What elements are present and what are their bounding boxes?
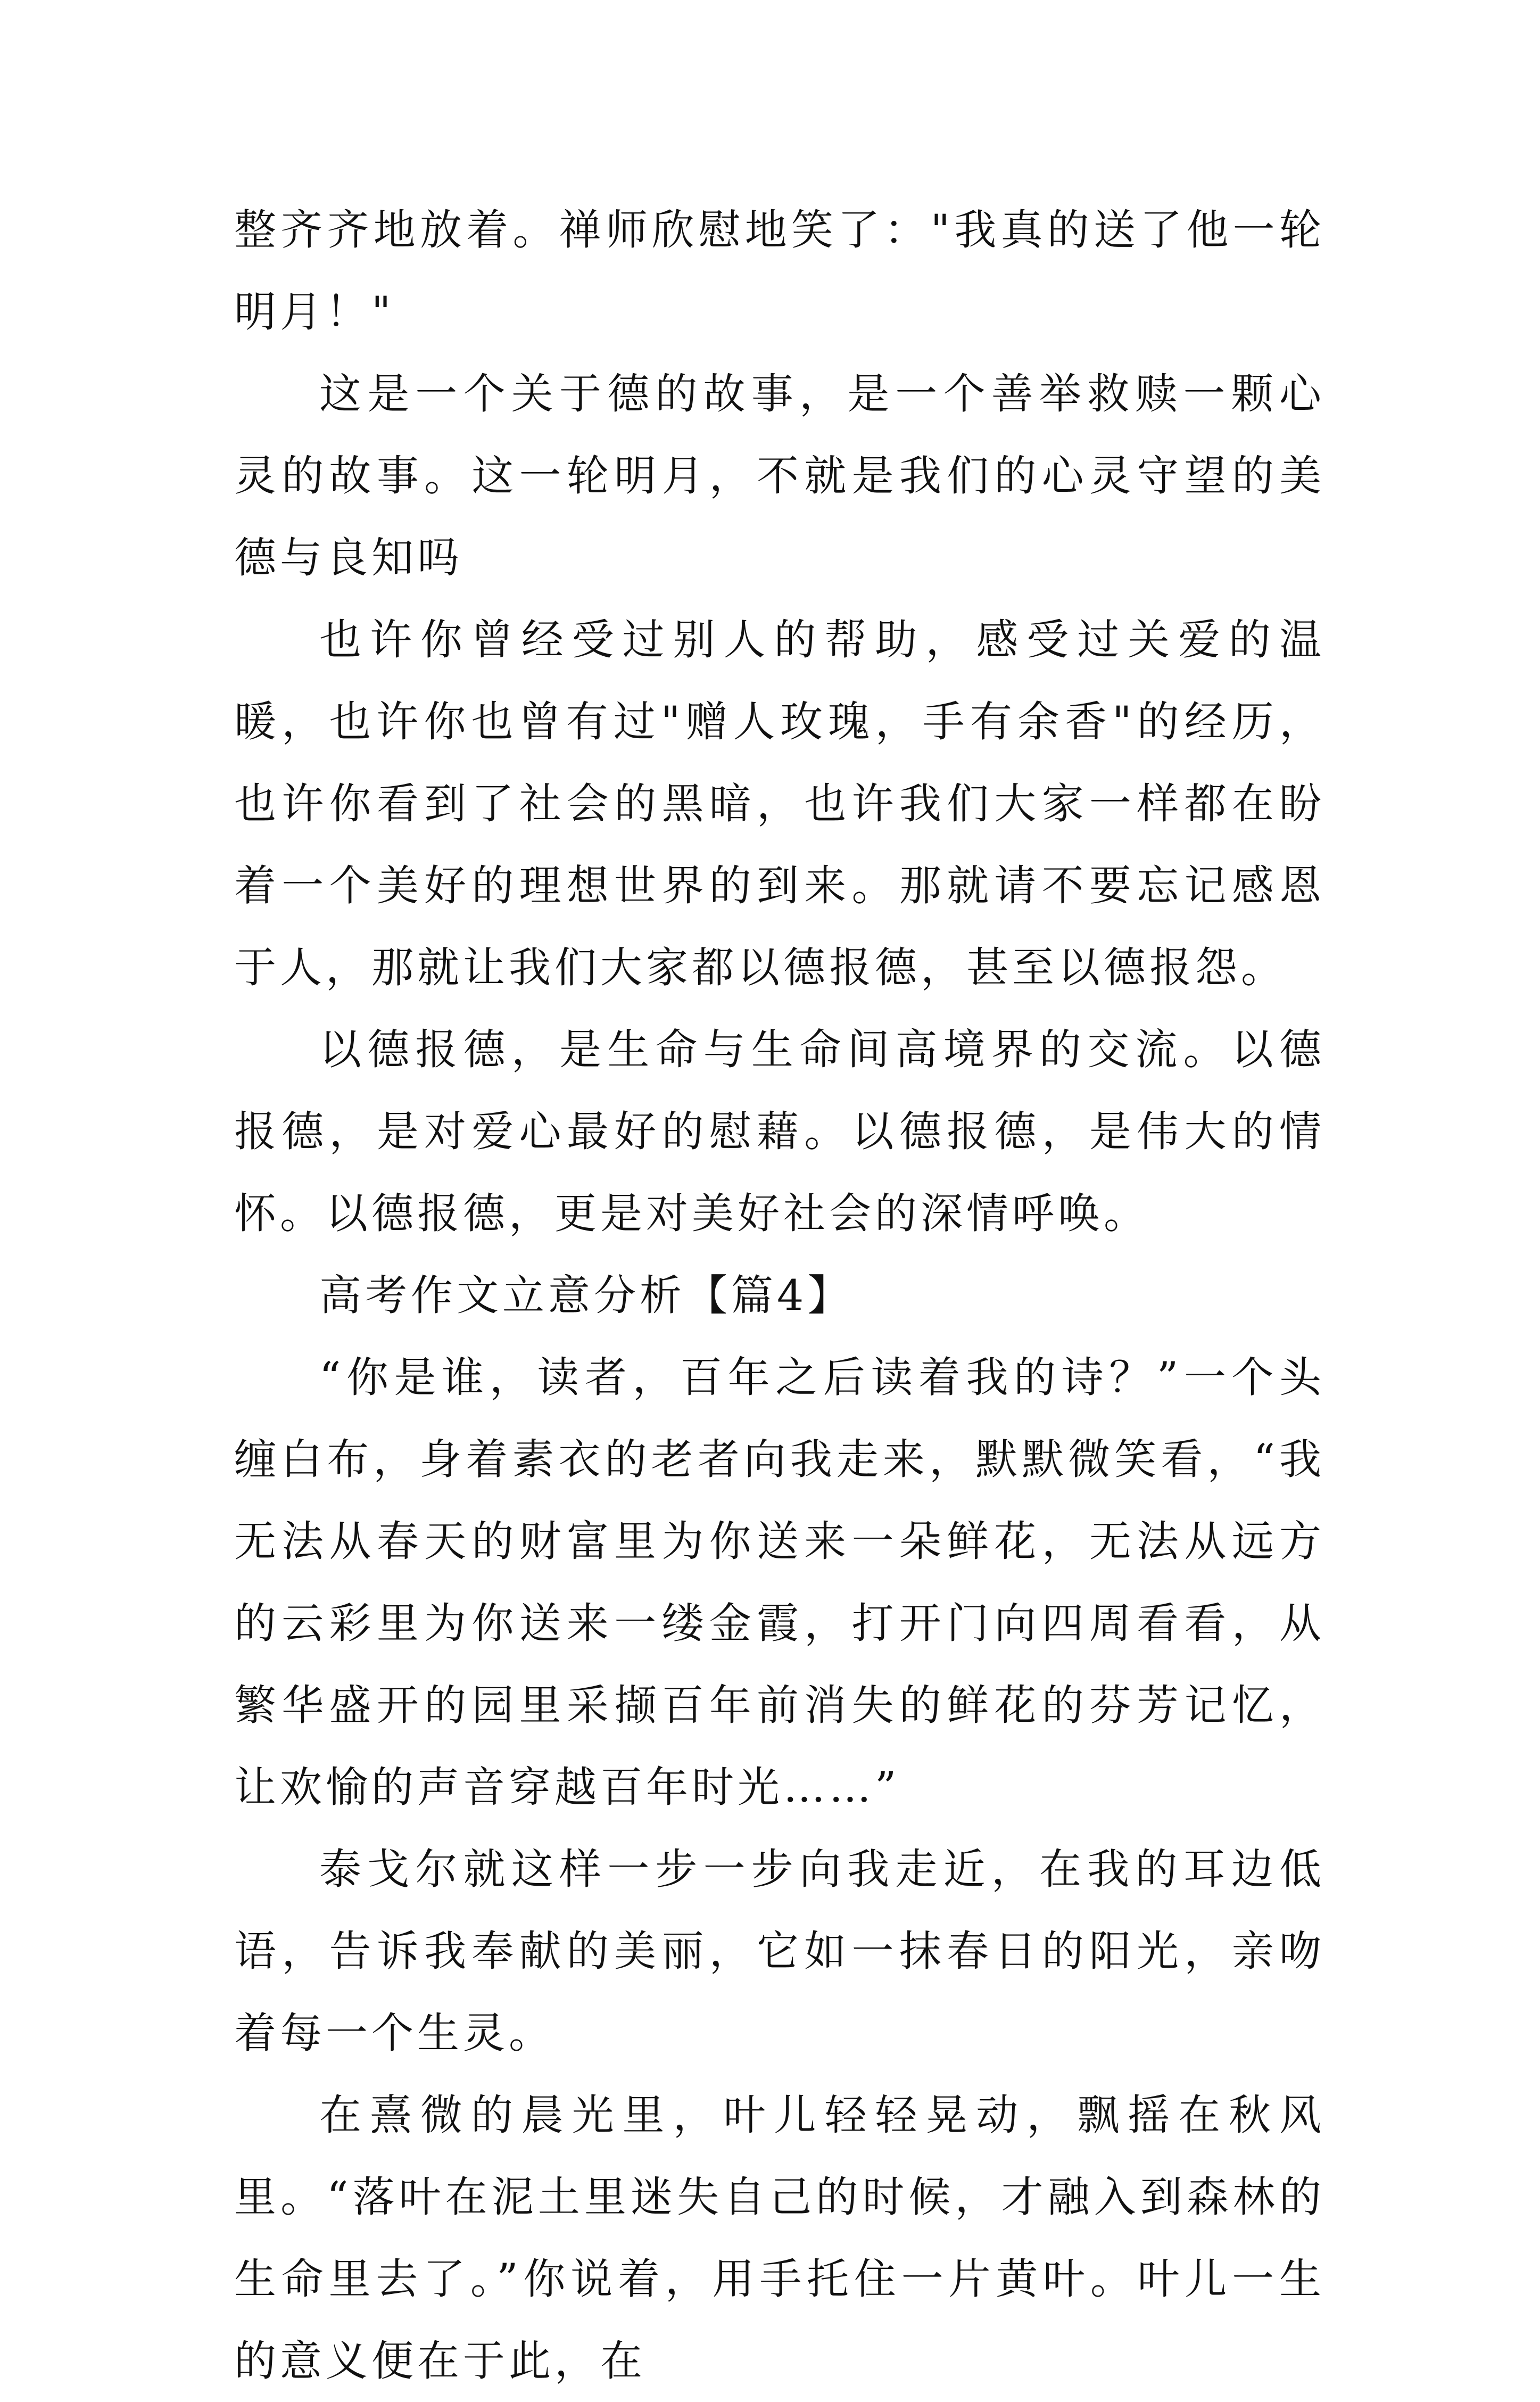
paragraph-tagore-whisper: 泰戈尔就这样一步一步向我走近，在我的耳边低语，告诉我奉献的美丽，它如一抹春日的阳光，亲吻着每一个生灵。 [234, 1845, 1325, 2058]
section-heading: 高考作文立意分析【篇4】 [319, 1271, 854, 1320]
paragraph-continuation: 整齐齐地放着。禅师欣慰地笑了："我真的送了他一轮明月！" [234, 205, 1325, 336]
paragraph-gratitude: 也许你曾经受过别人的帮助，感受过关爱的温暖，也许你也曾有过"赠人玫瑰，手有余香"的经历，也许你看到了社会的黑暗，也许我们大家一样都在盼着一个美好的理想世界的到来。那就请不要忘记感恩于人，那就让我们大家都以德报德，甚至以德报怨。 [234, 615, 1325, 992]
document-body [234, 189, 1325, 2402]
paragraph-tagore-poem: “你是谁，读者，百年之后读着我的诗？”一个头缠白布，身着素衣的老者向我走来，默默微笑看，“我无法从春天的财富里为你送来一朵鲜花，无法从远方的云彩里为你送来一缕金霞，打开门向四周看看，从繁华盛开的园里采撷百年前消失的鲜花的芬芳记忆，让欢愉的声音穿越百年时光……” [234, 1353, 1325, 1812]
paragraph-virtue: 以德报德，是生命与生命间高境界的交流。以德报德，是对爱心最好的慰藉。以德报德，是伟大的情怀。以德报德，更是对美好社会的深情呼唤。 [234, 1025, 1325, 1238]
paragraph-story-meaning: 这是一个关于德的故事，是一个善举救赎一颗心灵的故事。这一轮明月，不就是我们的心灵守望的美德与良知吗 [234, 369, 1325, 582]
paragraph-falling-leaf: 在熹微的晨光里，叶儿轻轻晃动，飘摇在秋风里。“落叶在泥土里迷失自己的时候，才融入到森林的生命里去了。”你说着，用手托住一片黄叶。叶儿一生的意义便在于此，在 [234, 2091, 1325, 2386]
